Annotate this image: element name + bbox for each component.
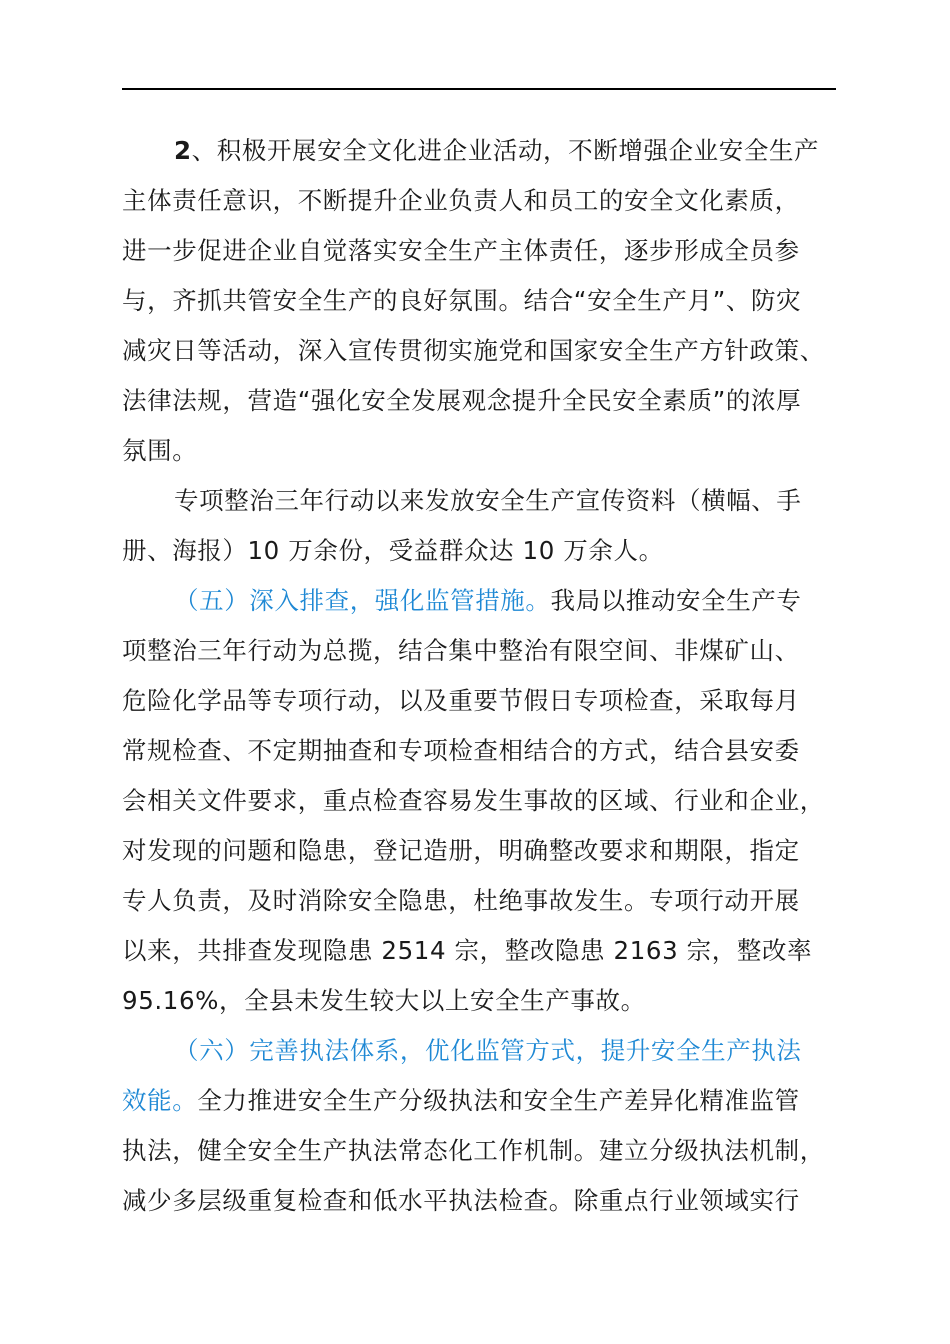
line-text: 主体责任意识，不断提升企业负责人和员工的安全文化素质，	[122, 186, 800, 215]
paragraph-line	[122, 926, 862, 976]
line-text: 全力推进安全生产分级执法和安全生产差异化精准监管	[197, 1086, 800, 1115]
line-text: 对发现的问题和隐患，登记造册，明确整改要求和期限，指定	[122, 836, 800, 865]
line-text: 氛围。	[122, 436, 198, 465]
section-heading: （五）深入排查，强化监管措施。	[174, 586, 551, 615]
line-text: 与，齐抓共管安全生产的良好氛围。结合“安全生产月”、防灾	[122, 286, 802, 315]
line-text: 项整治三年行动为总揽，结合集中整治有限空间、非煤矿山、	[122, 636, 800, 665]
line-text: 常规检查、不定期抽查和专项检查相结合的方式，结合县安委	[122, 736, 800, 765]
line-text: 法律法规，营造“强化安全发展观念提升全民安全素质”的浓厚	[122, 386, 802, 415]
paragraph-line	[122, 476, 862, 526]
item-number: 2	[174, 136, 192, 165]
line-text: 进一步促进企业自觉落实安全生产主体责任，逐步形成全员参	[122, 236, 800, 265]
paragraph-line	[122, 626, 862, 676]
paragraph-line	[122, 576, 862, 626]
line-text: 、积极开展安全文化进企业活动，不断增强企业安全生产	[191, 136, 820, 165]
line-text: 专人负责，及时消除安全隐患，杜绝事故发生。专项行动开展	[122, 886, 800, 915]
section-heading: 效能。	[122, 1086, 198, 1115]
line-text: 会相关文件要求，重点检查容易发生事故的区域、行业和企业，	[122, 786, 825, 815]
paragraph-line	[122, 376, 862, 426]
line-text: 专项整治三年行动以来发放安全生产宣传资料（横幅、手	[174, 486, 802, 515]
paragraph-line	[122, 426, 862, 476]
paragraph-line	[122, 276, 862, 326]
line-text: 我局以推动安全生产专	[550, 586, 802, 615]
paragraph-line	[122, 726, 862, 776]
paragraph-line	[122, 1126, 862, 1176]
paragraph-line	[122, 676, 862, 726]
paragraph-line	[122, 326, 862, 376]
line-text: 危险化学品等专项行动，以及重要节假日专项检查，采取每月	[122, 686, 800, 715]
line-text: 册、海报）10 万余份，受益群众达 10 万余人。	[122, 536, 664, 565]
line-text: 减少多层级重复检查和低水平执法检查。除重点行业领域实行	[122, 1186, 800, 1215]
line-text: 减灾日等活动，深入宣传贯彻实施党和国家安全生产方针政策、	[122, 336, 825, 365]
paragraph-line	[122, 176, 862, 226]
line-text: 以来，共排查发现隐患 2514 宗，整改隐患 2163 宗，整改率	[122, 936, 813, 965]
line-text: 执法，健全安全生产执法常态化工作机制。建立分级执法机制，	[122, 1136, 825, 1165]
paragraph-line	[122, 126, 862, 176]
line-text: 95.16%，全县未发生较大以上安全生产事故。	[122, 986, 646, 1015]
paragraph-line	[122, 526, 862, 576]
paragraph-line	[122, 876, 862, 926]
document-body	[122, 126, 862, 1226]
paragraph-line	[122, 776, 862, 826]
paragraph-line	[122, 1176, 862, 1226]
section-heading: （六）完善执法体系，优化监管方式，提升安全生产执法	[174, 1036, 802, 1065]
paragraph-line	[122, 1076, 862, 1126]
header-rule	[122, 88, 836, 90]
paragraph-line	[122, 1026, 862, 1076]
paragraph-line	[122, 976, 862, 1026]
paragraph-line	[122, 826, 862, 876]
paragraph-line	[122, 226, 862, 276]
